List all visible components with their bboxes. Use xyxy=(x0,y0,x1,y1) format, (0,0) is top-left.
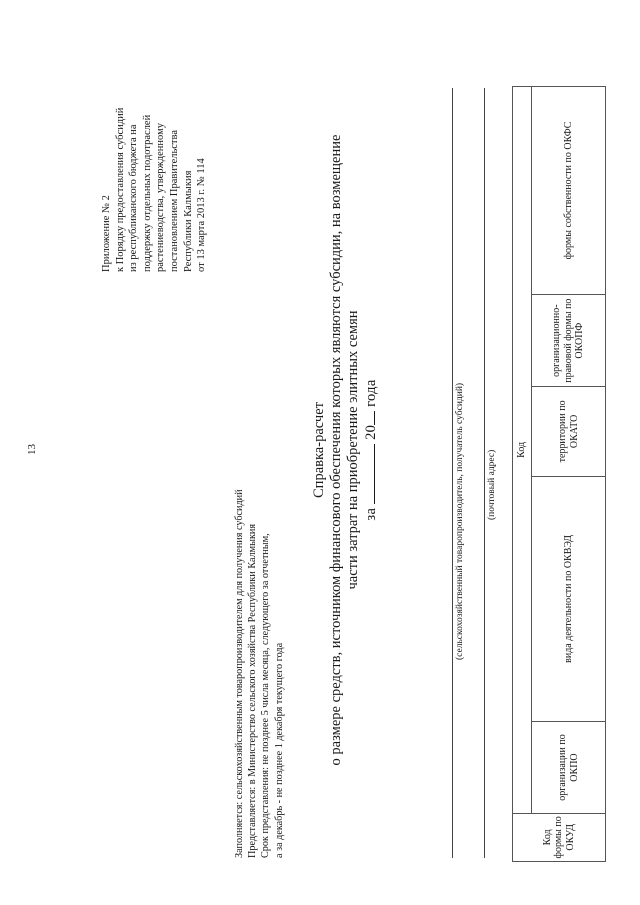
code-column-header: территории по ОКАТО xyxy=(532,387,606,476)
code-table xyxy=(512,86,606,862)
appendix-line: к Порядку предоставления субсидий xyxy=(114,107,126,272)
appendix-line: постановлением Правительства xyxy=(168,129,180,272)
producer-line xyxy=(452,88,453,858)
page-number: 13 xyxy=(26,444,38,455)
code-column-header: организационно-правовой формы по ОКОПФ xyxy=(532,295,606,387)
code-column-header: формы собственности по ОКФС xyxy=(532,87,606,295)
producer-caption: (сельскохозяйственный товаропроизводитель, получатель субсидий) xyxy=(455,382,465,660)
period-year-blank xyxy=(362,411,375,425)
instruction-line: а за декабрь - не позднее 1 декабря текущего года xyxy=(273,642,285,858)
appendix-line: из республиканского бюджета на xyxy=(128,124,140,272)
appendix-line: растениеводства, утвержденному xyxy=(155,123,167,272)
code-table-wrapper xyxy=(512,86,606,862)
code-column-header: вида деятельности по ОКВЭД xyxy=(532,476,606,722)
code-column-header: организации по ОКПО xyxy=(532,722,606,813)
appendix-line: поддержку отдельных подотраслей xyxy=(141,114,153,272)
title-line: части затрат на приобретение элитных семян xyxy=(345,310,361,590)
period-prefix: за xyxy=(363,507,379,521)
address-line xyxy=(484,88,485,858)
period-suffix: года xyxy=(363,379,379,407)
period-blank xyxy=(362,444,375,504)
instruction-line: Заполняется: сельскохозяйственным товаропроизводителем для получения субсидий xyxy=(234,489,245,858)
instructions-block xyxy=(233,258,286,858)
instruction-line: Срок представления: не позднее 5 числа месяца, следующего за отчетным, xyxy=(260,533,272,858)
appendix-line: Приложение № 2 xyxy=(101,195,112,272)
appendix-block xyxy=(100,52,209,272)
appendix-line: от 13 марта 2013 г. № 114 xyxy=(196,158,208,272)
form-code-cell: Код формы по ОКУД xyxy=(513,813,606,861)
code-header-cell: Код xyxy=(513,87,532,814)
period-year: 20 xyxy=(363,424,379,440)
address-caption: (почтовый адрес) xyxy=(487,449,497,520)
period-line xyxy=(362,40,380,860)
document-title xyxy=(311,40,380,860)
appendix-line: Республики Калмыкия xyxy=(182,170,194,272)
title-line: Справка-расчет xyxy=(311,402,327,498)
title-line: о размере средств, источником финансового обеспечения которых являются субсидии, на возмещение xyxy=(328,134,344,766)
instruction-line: Представляется: в Министерство сельского хозяйства Республики Калмыкия xyxy=(247,523,259,858)
